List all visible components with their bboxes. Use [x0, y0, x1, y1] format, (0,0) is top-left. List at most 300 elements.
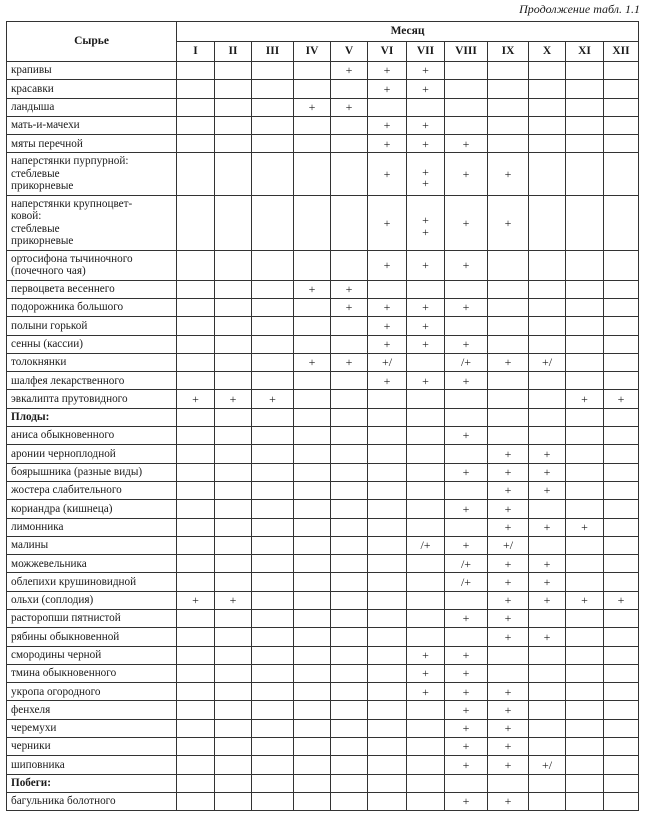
month-cell: +: [529, 481, 566, 499]
month-cell: [331, 683, 368, 701]
month-cell: [604, 738, 639, 756]
month-cell: +: [177, 390, 215, 408]
month-cell: [252, 481, 294, 499]
month-cell: [368, 536, 407, 554]
raw-material-name: малины: [7, 536, 177, 554]
month-cell: [566, 792, 604, 810]
month-cell: [252, 500, 294, 518]
month-cell: [331, 756, 368, 774]
month-cell: +: [407, 646, 445, 664]
month-cell: +: [566, 518, 604, 536]
month-cell: [294, 500, 331, 518]
table-row: [7, 481, 639, 499]
month-cell: +/: [368, 353, 407, 371]
month-cell: [445, 280, 488, 298]
month-cell: +: [252, 390, 294, 408]
raw-material-name: эвкалипта прутовидного: [7, 390, 177, 408]
raw-material-name: тмина обыкновенного: [7, 664, 177, 682]
raw-material-name: укропа огородного: [7, 683, 177, 701]
month-cell: [529, 664, 566, 682]
raw-material-name: аниса обыкновенного: [7, 427, 177, 445]
raw-material-name: ландыша: [7, 98, 177, 116]
month-cell: +: [529, 445, 566, 463]
month-cell: [368, 280, 407, 298]
month-cell: [215, 628, 252, 646]
month-cell: [177, 555, 215, 573]
month-cell: [604, 80, 639, 98]
month-cell: +: [488, 628, 529, 646]
month-cell: [529, 500, 566, 518]
month-cell: [604, 372, 639, 390]
month-cell: [407, 481, 445, 499]
month-cell: [445, 62, 488, 80]
month-cell: [294, 195, 331, 250]
month-cell: +: [331, 353, 368, 371]
month-cell: [177, 153, 215, 195]
table-row: [7, 573, 639, 591]
month-cell: [529, 408, 566, 426]
month-cell: [566, 683, 604, 701]
month-cell: [488, 774, 529, 792]
month-header-cell: VIII: [445, 42, 488, 62]
raw-material-name: расторопши пятнистой: [7, 610, 177, 628]
table-row: [7, 646, 639, 664]
month-cell: [331, 317, 368, 335]
month-cell: [252, 610, 294, 628]
month-cell: [529, 610, 566, 628]
month-cell: +: [488, 738, 529, 756]
month-cell: [604, 664, 639, 682]
month-cell: [294, 445, 331, 463]
month-cell: [407, 98, 445, 116]
raw-material-name: сенны (кассии): [7, 335, 177, 353]
month-cell: [252, 280, 294, 298]
month-cell: [368, 500, 407, 518]
month-cell: [488, 317, 529, 335]
month-cell: +: [445, 251, 488, 281]
month-cell: +: [331, 298, 368, 316]
month-cell: [529, 738, 566, 756]
month-cell: [445, 774, 488, 792]
month-cell: [215, 518, 252, 536]
month-cell: [177, 683, 215, 701]
month-cell: [368, 573, 407, 591]
table-row: [7, 353, 639, 371]
month-cell: /+: [407, 536, 445, 554]
month-cell: [252, 536, 294, 554]
month-cell: +: [407, 298, 445, 316]
raw-material-name: кориандра (кишнеца): [7, 500, 177, 518]
table-row: [7, 463, 639, 481]
month-cell: [407, 463, 445, 481]
month-cell: [177, 628, 215, 646]
month-cell: +: [445, 335, 488, 353]
month-cell: [331, 408, 368, 426]
month-cell: [566, 610, 604, 628]
month-cell: [566, 463, 604, 481]
month-cell: +: [407, 372, 445, 390]
month-cell: [252, 98, 294, 116]
raw-material-name: рябины обыкновенной: [7, 628, 177, 646]
month-cell: +: [488, 701, 529, 719]
month-cell: [566, 335, 604, 353]
month-cell: [407, 445, 445, 463]
month-cell: [331, 390, 368, 408]
month-cell: [252, 372, 294, 390]
month-cell: [529, 372, 566, 390]
month-cell: [488, 98, 529, 116]
month-cell: [529, 280, 566, 298]
month-cell: +: [604, 591, 639, 609]
month-cell: [252, 719, 294, 737]
month-cell: +: [529, 591, 566, 609]
month-cell: +: [604, 390, 639, 408]
month-cell: +: [368, 135, 407, 153]
month-cell: +: [294, 280, 331, 298]
month-header-cell: XII: [604, 42, 639, 62]
month-cell: +: [566, 591, 604, 609]
raw-material-name: облепихи крушиновидной: [7, 573, 177, 591]
month-cell: [407, 756, 445, 774]
month-cell: [331, 481, 368, 499]
raw-material-name: мать-и-мачехи: [7, 116, 177, 134]
month-cell: [566, 481, 604, 499]
month-cell: [368, 518, 407, 536]
month-cell: [331, 555, 368, 573]
month-cell: +: [368, 195, 407, 250]
month-cell: [566, 427, 604, 445]
month-cell: [215, 195, 252, 250]
month-cell: [604, 774, 639, 792]
month-cell: +: [331, 280, 368, 298]
month-cell: +: [529, 518, 566, 536]
table-row: [7, 80, 639, 98]
month-cell: +: [445, 664, 488, 682]
month-cell: +: [445, 500, 488, 518]
month-cell: +: [488, 610, 529, 628]
month-header-cell: I: [177, 42, 215, 62]
month-cell: [488, 372, 529, 390]
month-cell: [331, 774, 368, 792]
month-cell: [407, 792, 445, 810]
month-cell: [604, 353, 639, 371]
month-cell: [604, 427, 639, 445]
month-cell: [604, 719, 639, 737]
month-cell: [215, 664, 252, 682]
raw-material-name: шиповника: [7, 756, 177, 774]
month-cell: [368, 591, 407, 609]
month-cell: [294, 683, 331, 701]
month-cell: [215, 719, 252, 737]
month-cell: [566, 774, 604, 792]
month-cell: [368, 408, 407, 426]
month-cell: [368, 792, 407, 810]
table-row: [7, 536, 639, 554]
month-cell: [566, 664, 604, 682]
month-cell: [294, 427, 331, 445]
month-cell: [177, 135, 215, 153]
month-cell: [488, 427, 529, 445]
month-cell: [488, 251, 529, 281]
month-cell: [215, 372, 252, 390]
month-cell: [368, 683, 407, 701]
month-header-cell: IX: [488, 42, 529, 62]
table-row: [7, 664, 639, 682]
month-cell: [445, 481, 488, 499]
month-cell: [566, 701, 604, 719]
table-row: [7, 518, 639, 536]
month-cell: [445, 408, 488, 426]
month-cell: +: [488, 719, 529, 737]
section-row: [7, 774, 639, 792]
month-cell: [177, 280, 215, 298]
month-cell: [529, 195, 566, 250]
month-cell: +: [445, 683, 488, 701]
month-cell: [529, 427, 566, 445]
month-cell: [368, 719, 407, 737]
month-cell: [368, 628, 407, 646]
table-row: [7, 195, 639, 250]
raw-material-name: можжевельника: [7, 555, 177, 573]
month-cell: +: [445, 195, 488, 250]
month-cell: +: [407, 116, 445, 134]
month-cell: [294, 719, 331, 737]
harvest-calendar-table: [6, 21, 639, 811]
table-row: [7, 335, 639, 353]
month-cell: [488, 298, 529, 316]
month-cell: [331, 646, 368, 664]
month-cell: [604, 536, 639, 554]
table-row: [7, 628, 639, 646]
month-cell: [331, 628, 368, 646]
table-row: [7, 500, 639, 518]
month-cell: [488, 390, 529, 408]
month-cell: [215, 573, 252, 591]
month-cell: +: [368, 251, 407, 281]
month-cell: [177, 408, 215, 426]
month-cell: [215, 80, 252, 98]
month-cell: [177, 80, 215, 98]
month-cell: [407, 518, 445, 536]
raw-material-name: багульника болотного: [7, 792, 177, 810]
raw-material-name: наперстянки пурпурной: стеблевые прикорневые: [7, 153, 177, 195]
month-cell: [488, 408, 529, 426]
month-cell: [566, 646, 604, 664]
table-row: [7, 135, 639, 153]
month-cell: [252, 116, 294, 134]
month-cell: [566, 298, 604, 316]
month-cell: [488, 280, 529, 298]
month-cell: +: [488, 195, 529, 250]
month-cell: [368, 738, 407, 756]
month-cell: [566, 738, 604, 756]
table-row: [7, 98, 639, 116]
month-cell: +: [445, 135, 488, 153]
month-cell: [566, 500, 604, 518]
month-cell: [604, 573, 639, 591]
month-cell: [445, 591, 488, 609]
month-cell: [177, 646, 215, 664]
raw-material-name: красавки: [7, 80, 177, 98]
month-cell: [252, 463, 294, 481]
month-cell: +: [407, 251, 445, 281]
month-cell: [566, 573, 604, 591]
month-cell: [294, 116, 331, 134]
month-cell: [529, 719, 566, 737]
section-label: Побеги:: [7, 774, 177, 792]
month-cell: +: [407, 80, 445, 98]
month-cell: [529, 116, 566, 134]
month-cell: [294, 408, 331, 426]
month-cell: [604, 792, 639, 810]
month-cell: +/: [529, 756, 566, 774]
month-cell: [529, 774, 566, 792]
raw-material-name: жостера слабительного: [7, 481, 177, 499]
month-header-cell: II: [215, 42, 252, 62]
month-cell: [294, 481, 331, 499]
month-cell: [488, 116, 529, 134]
table-row: [7, 719, 639, 737]
month-cell: [331, 610, 368, 628]
month-cell: [215, 427, 252, 445]
month-cell: [177, 573, 215, 591]
month-cell: [368, 756, 407, 774]
month-cell: [604, 628, 639, 646]
month-cell: [252, 62, 294, 80]
table-row: [7, 372, 639, 390]
month-cell: [604, 98, 639, 116]
month-cell: [294, 738, 331, 756]
month-cell: [215, 298, 252, 316]
raw-material-name: наперстянки крупноцвет- ковой: стеблевые прикорневые: [7, 195, 177, 250]
month-cell: [566, 195, 604, 250]
raw-material-name: мяты перечной: [7, 135, 177, 153]
month-cell: [177, 792, 215, 810]
table-row: [7, 610, 639, 628]
month-cell: [294, 251, 331, 281]
month-cell: [215, 280, 252, 298]
month-cell: [566, 408, 604, 426]
month-cell: [331, 251, 368, 281]
month-cell: +: [215, 591, 252, 609]
month-cell: +: [529, 573, 566, 591]
month-cell: [294, 701, 331, 719]
month-cell: [368, 463, 407, 481]
month-cell: [294, 792, 331, 810]
month-cell: [215, 610, 252, 628]
month-cell: [368, 98, 407, 116]
raw-material-name: лимонника: [7, 518, 177, 536]
month-cell: +: [488, 573, 529, 591]
month-cell: [604, 298, 639, 316]
month-cell: +: [445, 738, 488, 756]
month-cell: [445, 390, 488, 408]
month-cell: +: [445, 427, 488, 445]
month-cell: [604, 683, 639, 701]
table-row: [7, 683, 639, 701]
month-cell: +: [445, 701, 488, 719]
month-cell: +: [368, 153, 407, 195]
month-header-cell: IV: [294, 42, 331, 62]
month-cell: [177, 536, 215, 554]
month-cell: [407, 573, 445, 591]
table-caption: Продолжение табл. 1.1: [519, 2, 640, 16]
month-cell: [331, 116, 368, 134]
month-cell: [215, 251, 252, 281]
month-cell: [331, 445, 368, 463]
month-cell: [331, 135, 368, 153]
month-cell: +: [445, 372, 488, 390]
month-cell: [566, 719, 604, 737]
month-cell: [215, 756, 252, 774]
month-cell: [252, 573, 294, 591]
month-cell: [488, 335, 529, 353]
month-cell: [529, 390, 566, 408]
month-cell: [566, 251, 604, 281]
month-cell: [368, 646, 407, 664]
month-cell: [177, 610, 215, 628]
month-cell: [566, 98, 604, 116]
month-cell: [529, 251, 566, 281]
month-header-cell: VI: [368, 42, 407, 62]
month-cell: [529, 62, 566, 80]
table-row: [7, 792, 639, 810]
month-cell: [488, 646, 529, 664]
month-cell: [177, 317, 215, 335]
month-header-cell: XI: [566, 42, 604, 62]
month-cell: [368, 481, 407, 499]
month-cell: [566, 353, 604, 371]
month-cell: [368, 390, 407, 408]
month-cell: [529, 683, 566, 701]
month-cell: [407, 427, 445, 445]
month-cell: [215, 774, 252, 792]
month-cell: [252, 251, 294, 281]
month-cell: [252, 353, 294, 371]
month-cell: [177, 372, 215, 390]
raw-material-name: аронии черноплодной: [7, 445, 177, 463]
month-header-cell: III: [252, 42, 294, 62]
month-cell: /+: [445, 573, 488, 591]
month-cell: +: [294, 353, 331, 371]
month-cell: [566, 280, 604, 298]
month-cell: [331, 701, 368, 719]
month-cell: [566, 80, 604, 98]
month-cell: [177, 298, 215, 316]
month-cell: +: [368, 116, 407, 134]
month-cell: [177, 463, 215, 481]
month-cell: +: [445, 792, 488, 810]
month-cell: [566, 372, 604, 390]
month-cell: [215, 738, 252, 756]
raw-material-name: ортосифона тычиночного (почечного чая): [7, 251, 177, 281]
month-cell: +: [445, 646, 488, 664]
month-cell: [566, 153, 604, 195]
month-cell: [177, 518, 215, 536]
month-cell: [529, 335, 566, 353]
month-cell: [331, 80, 368, 98]
month-cell: +: [407, 135, 445, 153]
month-cell: +: [331, 62, 368, 80]
table-row: [7, 445, 639, 463]
month-cell: [215, 481, 252, 499]
month-cell: [529, 80, 566, 98]
month-cell: [215, 792, 252, 810]
month-cell: +: [445, 298, 488, 316]
month-cell: [252, 427, 294, 445]
month-cell: [252, 195, 294, 250]
month-cell: /+: [445, 555, 488, 573]
